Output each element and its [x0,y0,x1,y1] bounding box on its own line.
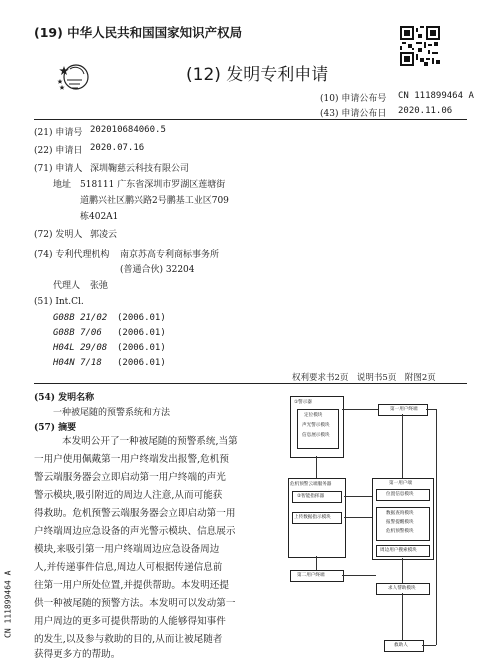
right-module: 数据查询模块 [386,511,414,516]
middle-divider [34,383,467,384]
connector-line [402,558,403,583]
user1-terminal: 第一用户终端 [390,407,418,412]
address-line: 道鹏兴社区鹏兴路2号鹏基工业区709 [80,196,229,206]
int-cl-version: (2006.01) [117,313,166,323]
right-module: 危机预警模块 [386,529,414,534]
app-date-value: 2020.07.16 [90,143,145,153]
connector-line [402,414,403,478]
app-no-value: 202010684060.5 [90,125,166,135]
pub-date-value: 2020.11.06 [398,106,453,116]
alert-device-title: ①警示器 [294,400,312,405]
upload-module: 上传数据指示模块 [294,515,331,520]
abstract-line: 一用户使用佩戴第一用户终端发出报警,危机预 [34,454,229,465]
agent-label: 代理人 [53,281,81,291]
int-cl-code: G08B 7/06 [53,328,102,338]
connector-line [342,575,376,576]
agent-value: 张弛 [90,281,109,291]
title-label: (54) 发明名称 [34,393,95,403]
server-title: 危机预警云端服务器 [290,482,332,487]
connector-line [422,645,436,646]
address-line: 518111 广东省深圳市罗湖区莲塘街 [80,180,226,190]
document-type: (12) 发明专利申请 [186,65,329,85]
abstract-line: 用户周边的更多可提供帮助的人能够得知事件 [34,616,226,627]
abstract-line: 警云端服务器会立即启动第一用户终端的声光 [34,472,226,483]
inventor-value: 郭凌云 [90,230,118,240]
address-label: 地址 [53,180,72,190]
agency-line: (普通合伙) 32204 [120,265,195,275]
pub-date-label: (43) 申请公布日 [320,109,387,119]
assist-module: 求人帮助模块 [388,586,416,591]
abstract-line: 人,并传递事件信息,周边人可根据传递信息前 [34,562,223,573]
connector-line [426,409,436,410]
connector-line [436,409,437,645]
agency-label: (74) 专利代理机构 [34,250,110,260]
app-no-label: (21) 申请号 [34,128,83,138]
agency-line: 南京苏高专利商标事务所 [120,250,220,260]
abstract-label: (57) 摘要 [34,423,77,433]
connector-line [344,496,372,497]
connector-line [316,456,317,478]
invention-title: 一种被尾随的预警系统和方法 [53,408,171,418]
connector-line [316,556,317,570]
client-module: 定位模块 [304,413,323,418]
abstract-line: 获得更多方的帮助。 [34,649,121,660]
side-publication-code: CN 111899464 A [3,570,13,638]
connector-line [402,593,403,640]
rescuer: 救助人 [394,643,408,648]
abstract-line: 的发生,以及参与救助的目的,从而让被尾随者 [34,634,223,645]
emblem-icon [56,60,90,94]
top-divider [34,119,467,120]
qr-code-icon [400,26,440,66]
abstract-line: 户终端周边应急设备的声光警示模块、信息展示 [34,526,236,537]
int-cl-code: H04L 29/08 [53,343,108,353]
int-cl-version: (2006.01) [117,358,166,368]
int-cl-code: G08B 21/02 [53,313,108,323]
int-cl-version: (2006.01) [117,328,166,338]
applicant-label: (71) 申请人 [34,164,83,174]
right-module: 位置信息模块 [386,492,414,497]
int-cl-code: H04N 7/18 [53,358,102,368]
int-cl-version: (2006.01) [117,343,166,353]
abstract-line: 模块,来吸引第一用户终端周边应急设备周边 [34,544,220,555]
office-name: (19) 中华人民共和国国家知识产权局 [34,25,243,40]
pages-summary: 权利要求书2页 说明书5页 附图2页 [292,373,436,383]
abstract-line: 得救助。危机预警云端服务器会立即启动第一用 [34,508,236,519]
pub-no-label: (10) 申请公布号 [320,94,387,104]
nearby-search: 周边用户搜索模块 [380,548,417,553]
client-module: 声光警示模块 [302,423,330,428]
abstract-line: 供一种被尾随的预警方法。本发明可以发动第一 [34,598,236,609]
pub-no-value: CN 111899464 A [398,91,474,101]
abstract-line: 警示模块,吸引附近的周边人注意,从而可能获 [34,490,223,501]
app-date-label: (22) 申请日 [34,146,83,156]
applicant-value: 深圳鞠慈云科技有限公司 [90,164,190,174]
abstract-line: 本发明公开了一种被尾随的预警系统,当第 [62,436,238,447]
connector-line [342,409,378,410]
right-module: 报警提醒模块 [386,520,414,525]
address-line: 栋402A1 [80,212,119,222]
right-group-title: 第一用户端 [389,481,412,486]
smart-commander: ②智能指挥器 [297,494,325,499]
int-cl-label: (51) Int.Cl. [34,297,84,307]
abstract-line: 往第一用户所处位置,并提供帮助。本发明还提 [34,580,229,591]
inventor-label: (72) 发明人 [34,230,83,240]
connector-line [344,517,372,518]
client-module: 信息展示模块 [302,433,330,438]
user2-terminal: 第二用户终端 [297,573,325,578]
